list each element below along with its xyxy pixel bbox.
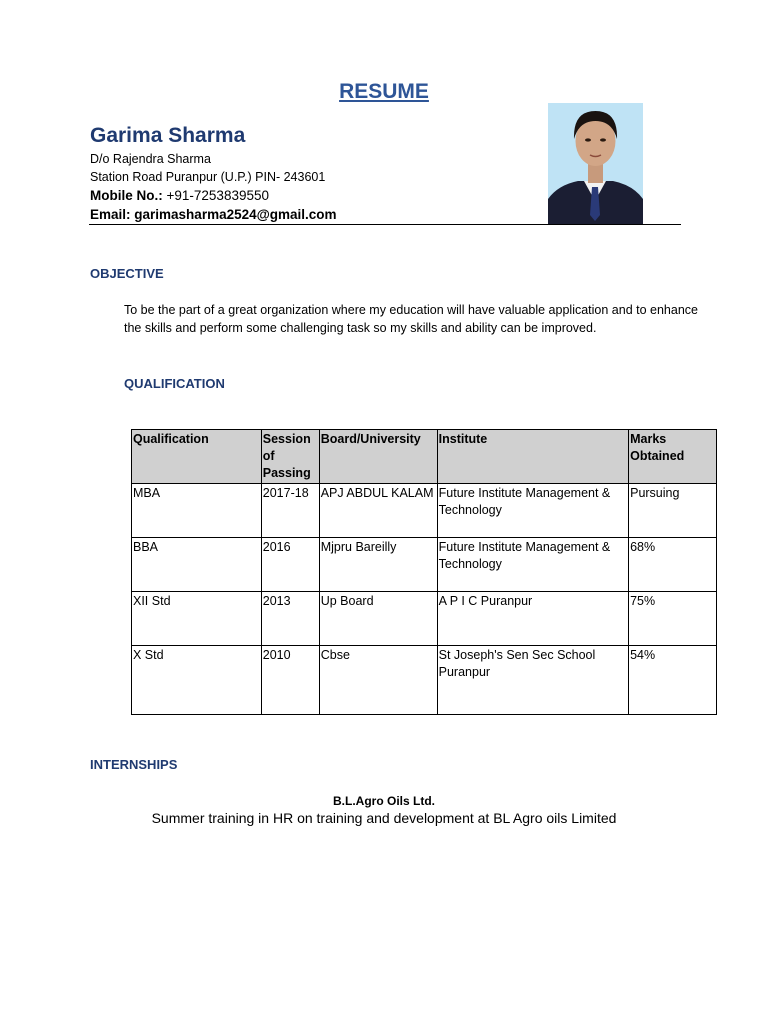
table-cell: 2017-18 bbox=[261, 484, 319, 538]
table-cell: X Std bbox=[132, 646, 262, 715]
mobile-value: +91-7253839550 bbox=[166, 188, 269, 203]
mobile-line bbox=[90, 188, 269, 203]
email-label: Email: bbox=[90, 207, 131, 222]
table-cell: Pursuing bbox=[629, 484, 717, 538]
resume-title: RESUME bbox=[339, 80, 429, 103]
table-cell: BBA bbox=[132, 538, 262, 592]
candidate-name: Garima Sharma bbox=[90, 124, 246, 147]
table-cell: 2010 bbox=[261, 646, 319, 715]
profile-photo-image bbox=[548, 103, 643, 224]
qualification-heading: QUALIFICATION bbox=[124, 376, 225, 391]
objective-heading: OBJECTIVE bbox=[90, 266, 164, 281]
table-cell: Up Board bbox=[319, 592, 437, 646]
mobile-label: Mobile No.: bbox=[90, 188, 163, 203]
objective-text: To be the part of a great organization where my education will have valuable application and to enhance the skills and perform some challenging task so my skills and ability can be improved. bbox=[124, 303, 698, 335]
table-cell: Future Institute Management & Technology bbox=[437, 538, 628, 592]
table-cell: 2013 bbox=[261, 592, 319, 646]
table-cell: Future Institute Management & Technology bbox=[437, 484, 628, 538]
table-row bbox=[132, 592, 717, 646]
table-cell: 54% bbox=[629, 646, 717, 715]
column-header: Board/University bbox=[319, 430, 437, 484]
table-cell: XII Std bbox=[132, 592, 262, 646]
email-value: garimasharma2524@gmail.com bbox=[134, 207, 337, 222]
internship-company: B.L.Agro Oils Ltd. bbox=[333, 794, 435, 808]
internship-description: Summer training in HR on training and development at BL Agro oils Limited bbox=[151, 810, 617, 826]
table-cell: Cbse bbox=[319, 646, 437, 715]
qualification-table bbox=[131, 429, 717, 715]
table-row bbox=[132, 484, 717, 538]
address: Station Road Puranpur (U.P.) PIN- 243601 bbox=[90, 170, 326, 184]
table-row bbox=[132, 646, 717, 715]
email-line bbox=[90, 207, 337, 222]
table-cell: 68% bbox=[629, 538, 717, 592]
parent-name: D/o Rajendra Sharma bbox=[90, 152, 211, 166]
table-header-row bbox=[132, 430, 717, 484]
column-header: Session of Passing bbox=[261, 430, 319, 484]
column-header: Institute bbox=[437, 430, 628, 484]
column-header: Qualification bbox=[132, 430, 262, 484]
column-header: Marks Obtained bbox=[629, 430, 717, 484]
table-cell: St Joseph's Sen Sec School Puranpur bbox=[437, 646, 628, 715]
table-cell: MBA bbox=[132, 484, 262, 538]
profile-photo bbox=[548, 103, 643, 224]
table-cell: A P I C Puranpur bbox=[437, 592, 628, 646]
header-divider bbox=[89, 224, 681, 225]
table-cell: Mjpru Bareilly bbox=[319, 538, 437, 592]
table-cell: 75% bbox=[629, 592, 717, 646]
table-cell: APJ ABDUL KALAM bbox=[319, 484, 437, 538]
table-cell: 2016 bbox=[261, 538, 319, 592]
table-row bbox=[132, 538, 717, 592]
internships-heading: INTERNSHIPS bbox=[90, 757, 178, 772]
